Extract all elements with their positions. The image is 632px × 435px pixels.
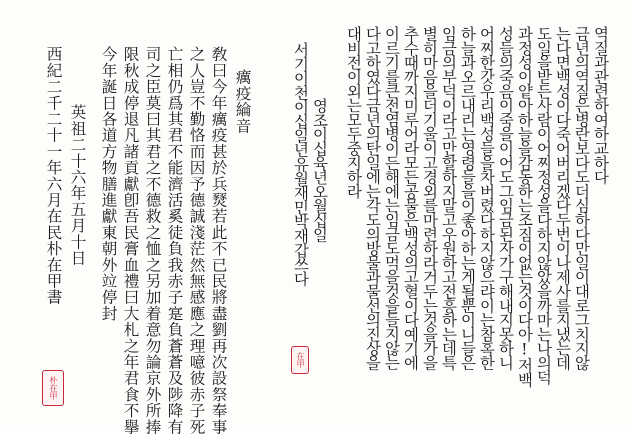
hanja-text-line: 敎曰今年癘疫甚於兵燹若此不已民將盡劉再次設祭奉事 — [209, 46, 228, 435]
center-seal — [291, 346, 309, 374]
korean-text-line: 성들의죽음이죽을이어도그임금된자가구해내지못하니 — [496, 26, 515, 370]
korean-text-line: 다고하였다금년의탄일에는각도의방물과물선의진상을 — [363, 26, 382, 370]
korean-text-line: 는다면백성이다죽어버리겠다두번이나제사를지냈는데 — [553, 26, 572, 370]
hanja-copyist-line: 西紀二千二十一年六月在民朴在甲書 — [44, 46, 63, 306]
left-seal — [42, 370, 64, 406]
korean-text-line: 추수때까지미루어라모든공물은백성의고혈이다예기에 — [401, 26, 420, 370]
korean-text-line: 임금의부덕이라고만할하지말고우원하고전흥하는데특 — [439, 26, 458, 370]
korean-copyist-line: 서기이천이십일년유월재민박재갑쓰다 — [291, 42, 310, 286]
korean-text-line: 별히마음을더기울이고경외를마련하라거두는것을가을 — [420, 26, 439, 370]
korean-text-line: 이르기를큰전염병이든해에는임금도먹을것을들지않는 — [382, 26, 401, 370]
korean-text-line: 어찌한갓우리백성들을차버렸다하지않으랴이는참혹한 — [477, 26, 496, 370]
hanja-title: 癘疫綸音 — [233, 69, 252, 134]
left-seal-text: 朴在甲 — [49, 376, 58, 400]
korean-date-line: 영조이십육년오월십일 — [310, 98, 329, 242]
korean-text-line: 대비전이외는모두중지하라 — [344, 26, 363, 198]
hanja-date-line: 英祖二十六年五月十日 — [68, 104, 87, 266]
korean-text-line: 하늘과오르내리는영령들을이좋아하는게될뿐이니들은 — [458, 26, 477, 370]
hanja-text-line: 亡相仍爲其君不能濟活奚徒負我赤子寔負蒼蒼及陟降有 — [165, 46, 184, 435]
hanja-text-line: 限秋成停退凡諸貢獻卽吾民膏血禮曰大札之年君食不擧 — [121, 46, 140, 435]
hanja-text-line: 今年誕日各道方物膳進獻東朝外竝停封 — [99, 46, 118, 322]
korean-title: 역질과관련하여하교하다 — [591, 26, 610, 184]
korean-text-line: 과정성이얕아하늘을감동하는조짐이없는것이다아!저백 — [515, 26, 534, 387]
hanja-text-line: 之人豈不勤恪而因予德誠淺茫然無感應之理噫彼赤子死 — [187, 46, 206, 435]
hanja-text-line: 司之臣莫曰其君之不德救之恤之另加着意勿論京外所捧 — [143, 46, 162, 435]
korean-text-line: 도일을받든사람이어찌정성을다하지않았을까마는나의덕 — [534, 26, 553, 384]
center-seal-text: 在甲 — [296, 352, 305, 368]
korean-text-line: 금년의역질은병란보다도더심하다만일이대로그치지않 — [572, 26, 591, 370]
